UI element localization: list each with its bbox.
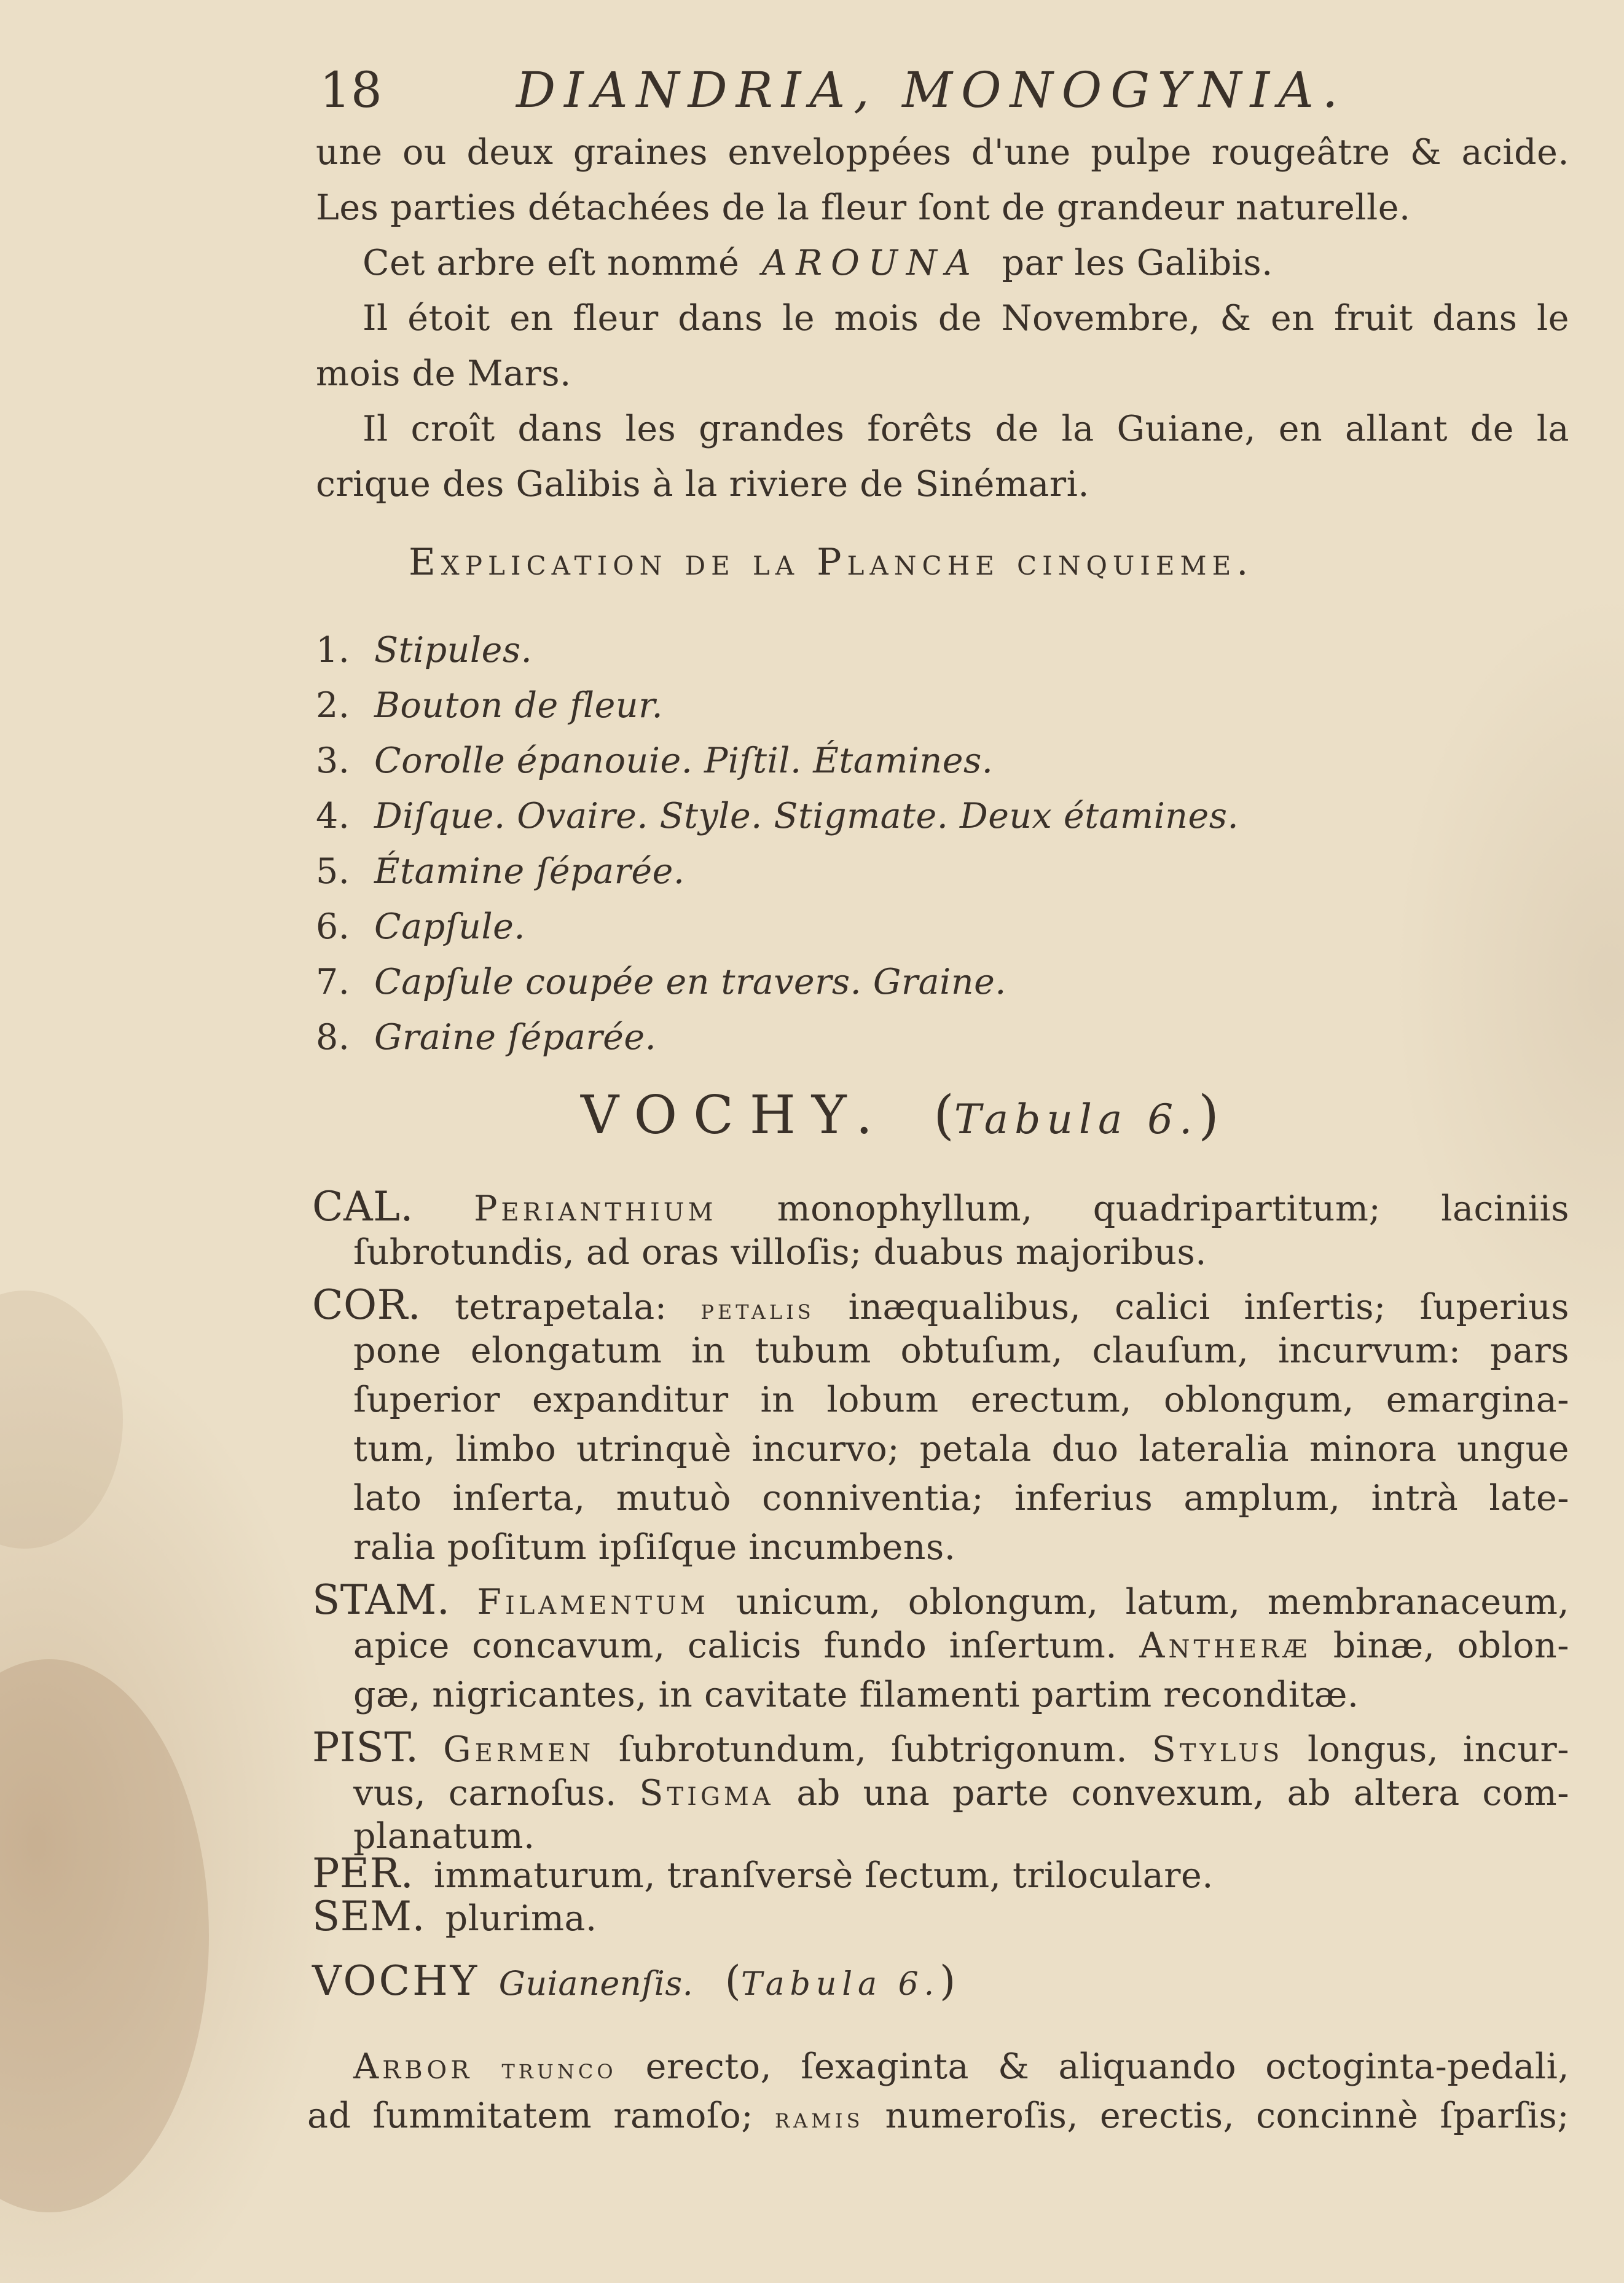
- list-item: [316, 630, 532, 670]
- item-number: 1.: [316, 630, 350, 670]
- text-line: [312, 1850, 1214, 1897]
- term: Stigma: [639, 1773, 774, 1813]
- text-segment: erecto, ſexaginta & aliquando octoginta-pedali,: [645, 2046, 1570, 2087]
- text-line: mois de Mars.: [316, 353, 571, 394]
- item-number: 3.: [316, 741, 350, 781]
- text-line: Il croît dans les grandes forêts de la Guiane, en allant de la: [363, 409, 1569, 449]
- item-text: Corolle épanouie. Piſtil. Étamines.: [374, 741, 994, 781]
- term: Stylus: [1151, 1729, 1284, 1770]
- text-segment: numeroſis, erectis, concinnè ſparſis;: [885, 2096, 1569, 2136]
- text-line: [312, 1724, 1569, 1771]
- term: ramis: [774, 2101, 864, 2134]
- term: Filamentum: [477, 1582, 709, 1622]
- plate-reference: Tabula 6.: [741, 1966, 940, 2003]
- text-line: ſubrotundis, ad oras villoſis; duabus majoribus.: [353, 1232, 1207, 1273]
- bracket-close: ): [1198, 1085, 1219, 1146]
- term: trunco: [501, 2052, 617, 2085]
- running-head: DIANDRIA, MONOGYNIA.: [516, 61, 1347, 119]
- list-item: [316, 741, 993, 781]
- foxing-stain: [0, 1659, 209, 2212]
- item-text: Bouton de fleur.: [374, 685, 664, 726]
- plate-reference: Tabula 6.: [954, 1096, 1199, 1143]
- foxing-stain: [0, 1291, 123, 1549]
- item-text: Étamine ſéparée.: [374, 851, 685, 892]
- genus-title: [581, 1085, 1219, 1146]
- part-label: PIST.: [312, 1724, 419, 1771]
- list-item: [316, 906, 525, 947]
- text-segment: plurima.: [445, 1898, 597, 1939]
- text-line: [312, 1893, 597, 1940]
- text-line: crique des Galibis à la riviere de Sinémari.: [316, 464, 1089, 505]
- term: Perianthium: [474, 1189, 717, 1229]
- text-segment: ſubrotundum, ſubtrigonum.: [618, 1729, 1128, 1770]
- text-line: [363, 243, 1273, 283]
- text-line: Il étoit en fleur dans le mois de Novembre, & en fruit dans le: [363, 298, 1569, 339]
- text-line: ralia poſitum ipſiſque incumbens.: [353, 1527, 956, 1568]
- bracket-close: ): [939, 1957, 956, 2005]
- text-segment: par les Galibis.: [1002, 243, 1273, 283]
- item-text: Diſque. Ovaire. Style. Stigmate. Deux étamines.: [374, 796, 1239, 836]
- part-label: COR.: [312, 1281, 422, 1329]
- plate-explanation-heading: Explication de la Planche cinquieme.: [409, 541, 1254, 584]
- part-label: CAL.: [312, 1183, 414, 1230]
- term: petalis: [700, 1292, 815, 1326]
- text-segment: longus, incur-: [1307, 1729, 1570, 1770]
- item-text: Capſule coupée en travers. Graine.: [374, 962, 1006, 1002]
- text-line: [353, 2046, 1569, 2087]
- item-text: Stipules.: [374, 630, 533, 670]
- text-segment: Cet arbre eſt nommé: [363, 243, 740, 283]
- list-item: [316, 851, 685, 892]
- text-segment: tetrapetala:: [455, 1287, 667, 1327]
- vernacular-name: AROUNA: [762, 243, 979, 283]
- text-segment: immaturum, tranſversè ſectum, triloculare.: [433, 1855, 1214, 1896]
- part-label: PER.: [312, 1850, 414, 1897]
- item-text: Graine ſéparée.: [374, 1017, 657, 1058]
- part-label: STAM.: [312, 1576, 450, 1624]
- page-number: 18: [320, 61, 382, 119]
- list-item: [316, 796, 1239, 836]
- text-segment: vus, carnoſus.: [353, 1773, 617, 1813]
- term: Germen: [443, 1729, 595, 1770]
- text-line: [353, 1773, 1569, 1813]
- item-number: 8.: [316, 1017, 350, 1058]
- term: Arbor: [353, 2046, 473, 2087]
- text-line: une ou deux graines enveloppées d'une pulpe rougeâtre & acide.: [316, 132, 1569, 173]
- bracket-open: (: [933, 1085, 954, 1146]
- text-line: tum, limbo utrinquè incurvo; petala duo lateralia minora ungue: [353, 1429, 1569, 1469]
- list-item: [316, 1017, 656, 1058]
- text-segment: apice concavum, calicis fundo inſertum.: [353, 1625, 1117, 1666]
- part-label: SEM.: [312, 1893, 425, 1940]
- text-segment: ad ſummitatem ramoſo;: [307, 2096, 753, 2136]
- text-line: Les parties détachées de la fleur ſont de grandeur naturelle.: [316, 187, 1411, 228]
- species-epithet: Guianenſis.: [498, 1964, 694, 2003]
- text-line: [312, 1576, 1569, 1624]
- genus-name: VOCHY.: [581, 1085, 888, 1146]
- text-line: lato inſerta, mutuò conniventia; inferius amplum, intrà late-: [353, 1478, 1569, 1519]
- species-genus: VOCHY: [312, 1957, 480, 2005]
- text-line: ſuperior expanditur in lobum erectum, oblongum, emargina-: [353, 1380, 1569, 1420]
- text-segment: unicum, oblongum, latum, membranaceum,: [736, 1582, 1569, 1622]
- item-number: 5.: [316, 851, 350, 892]
- text-line: gæ, nigricantes, in cavitate filamenti partim reconditæ.: [353, 1675, 1359, 1715]
- list-item: [316, 962, 1006, 1002]
- text-line: [307, 2096, 1569, 2136]
- text-line: [353, 1625, 1569, 1666]
- item-number: 7.: [316, 962, 350, 1002]
- item-number: 2.: [316, 685, 350, 726]
- text-line: pone elongatum in tubum obtuſum, clauſum, incurvum: pars: [353, 1330, 1569, 1371]
- text-segment: ab una parte convexum, ab altera com-: [796, 1773, 1569, 1813]
- bracket-open: (: [724, 1957, 741, 2005]
- text-segment: inæqualibus, calici inſertis; ſuperius: [848, 1287, 1569, 1327]
- species-heading: [312, 1957, 955, 2005]
- item-number: 6.: [316, 906, 350, 947]
- text-line: [312, 1183, 1569, 1230]
- text-line: planatum.: [353, 1816, 535, 1857]
- list-item: [316, 685, 663, 726]
- text-segment: monophyllum, quadripartitum; laciniis: [777, 1189, 1570, 1229]
- text-line: [312, 1281, 1569, 1329]
- item-text: Capſule.: [374, 906, 525, 947]
- item-number: 4.: [316, 796, 350, 836]
- text-segment: binæ, oblon-: [1333, 1625, 1569, 1666]
- term: Antheræ: [1139, 1625, 1311, 1666]
